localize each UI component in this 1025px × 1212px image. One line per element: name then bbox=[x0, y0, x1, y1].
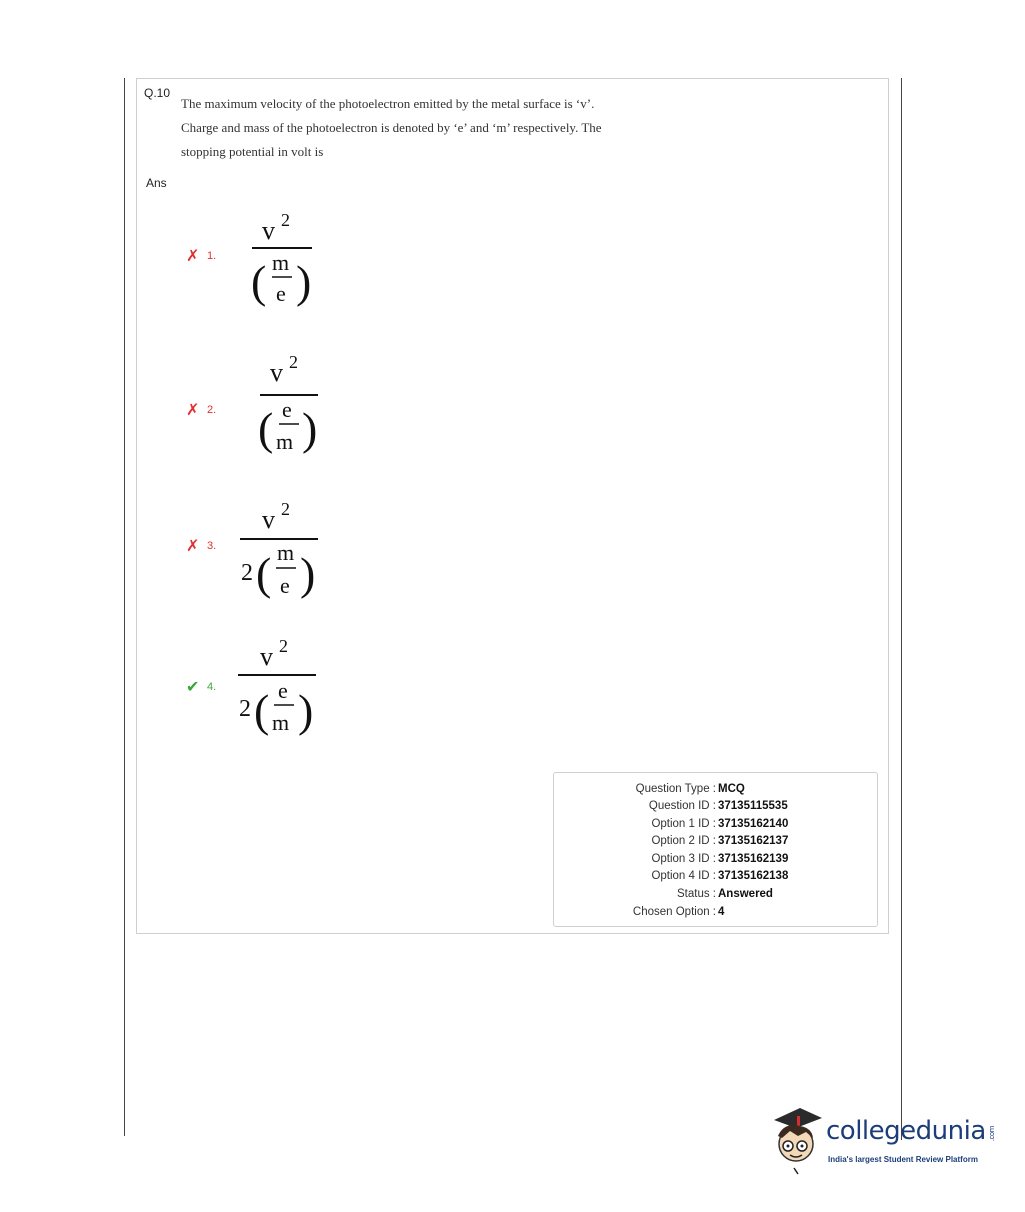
question-number: Q.10 bbox=[144, 86, 171, 100]
brand-text: collegedunia bbox=[826, 1116, 986, 1146]
numerator: v bbox=[262, 216, 275, 245]
coefficient: 2 bbox=[241, 560, 253, 586]
option-number: 1. bbox=[207, 250, 217, 262]
inner-bottom: m bbox=[276, 429, 294, 454]
info-label: Chosen Option : bbox=[632, 906, 716, 918]
info-label: Option 4 ID : bbox=[651, 870, 716, 882]
brand-suffix: .com bbox=[987, 1126, 996, 1142]
question-line: stopping potential in volt is bbox=[181, 144, 324, 159]
check-icon: ✔ bbox=[186, 679, 200, 696]
exponent: 2 bbox=[281, 210, 290, 230]
question-line: The maximum velocity of the photoelectron emitted by the metal surface is ‘v’. bbox=[181, 96, 595, 111]
info-value: 4 bbox=[718, 906, 725, 918]
option-formula bbox=[186, 200, 346, 320]
left-paren: ( bbox=[254, 685, 270, 736]
numerator: v bbox=[262, 505, 275, 534]
coefficient: 2 bbox=[239, 696, 251, 722]
left-paren: ( bbox=[256, 548, 272, 599]
left-paren: ( bbox=[258, 403, 274, 454]
info-value: MCQ bbox=[718, 783, 745, 795]
wrong-icon: ✗ bbox=[186, 248, 200, 265]
info-value: Answered bbox=[718, 888, 773, 900]
exponent: 2 bbox=[289, 352, 298, 372]
option-number: 3. bbox=[207, 540, 217, 552]
option-number: 4. bbox=[207, 681, 217, 693]
option-formula bbox=[186, 348, 346, 468]
info-value: 37135162139 bbox=[718, 853, 789, 865]
inner-bottom: m bbox=[272, 710, 290, 735]
question-text bbox=[181, 92, 701, 164]
right-page-border bbox=[901, 78, 902, 1140]
option-4[interactable] bbox=[186, 632, 346, 752]
left-paren: ( bbox=[251, 256, 267, 307]
info-value: 37135115535 bbox=[718, 800, 788, 812]
numerator: v bbox=[260, 642, 273, 671]
option-2[interactable] bbox=[186, 348, 346, 468]
numerator: v bbox=[270, 358, 283, 387]
right-paren: ) bbox=[296, 256, 312, 307]
info-row-chosen-option bbox=[554, 904, 879, 920]
question-line: Charge and mass of the photoelectron is denoted by ‘e’ and ‘m’ respectively. The bbox=[181, 120, 602, 135]
info-row-option4-id bbox=[554, 868, 879, 884]
inner-top: e bbox=[278, 678, 288, 703]
inner-top: e bbox=[282, 397, 292, 422]
info-label: Question ID : bbox=[648, 800, 716, 812]
info-value: 37135162140 bbox=[718, 818, 789, 830]
info-label: Question Type : bbox=[635, 783, 716, 795]
info-label: Option 1 ID : bbox=[651, 818, 716, 830]
info-value: 37135162138 bbox=[718, 870, 789, 882]
inner-top: m bbox=[277, 540, 295, 565]
answer-label: Ans bbox=[146, 176, 167, 190]
right-paren: ) bbox=[302, 403, 318, 454]
inner-bottom: e bbox=[280, 573, 290, 598]
info-row-option1-id bbox=[554, 816, 879, 832]
info-label: Option 2 ID : bbox=[651, 835, 716, 847]
option-formula bbox=[186, 492, 346, 612]
info-row-option3-id bbox=[554, 851, 879, 867]
info-row-question-id bbox=[554, 798, 879, 814]
exponent: 2 bbox=[279, 636, 288, 656]
brand-tagline: India's largest Student Review Platform bbox=[828, 1155, 978, 1164]
wrong-icon: ✗ bbox=[186, 402, 200, 419]
info-row-status bbox=[554, 886, 879, 902]
right-paren: ) bbox=[300, 548, 316, 599]
info-row-question-type bbox=[554, 781, 879, 797]
info-value: 37135162137 bbox=[718, 835, 789, 847]
right-paren: ) bbox=[298, 685, 314, 736]
option-1[interactable] bbox=[186, 200, 346, 320]
info-label: Status : bbox=[677, 888, 716, 900]
left-page-border bbox=[124, 78, 125, 1136]
info-label: Option 3 ID : bbox=[651, 853, 716, 865]
brand-name bbox=[826, 1116, 996, 1146]
question-info-panel bbox=[553, 772, 878, 927]
inner-top: m bbox=[272, 250, 290, 275]
option-3[interactable] bbox=[186, 492, 346, 612]
collegedunia-mascot-icon bbox=[766, 1102, 826, 1176]
option-number: 2. bbox=[207, 404, 217, 416]
inner-bottom: e bbox=[276, 281, 286, 306]
option-formula bbox=[186, 632, 346, 752]
wrong-icon: ✗ bbox=[186, 538, 200, 555]
info-row-option2-id bbox=[554, 833, 879, 849]
exponent: 2 bbox=[281, 499, 290, 519]
